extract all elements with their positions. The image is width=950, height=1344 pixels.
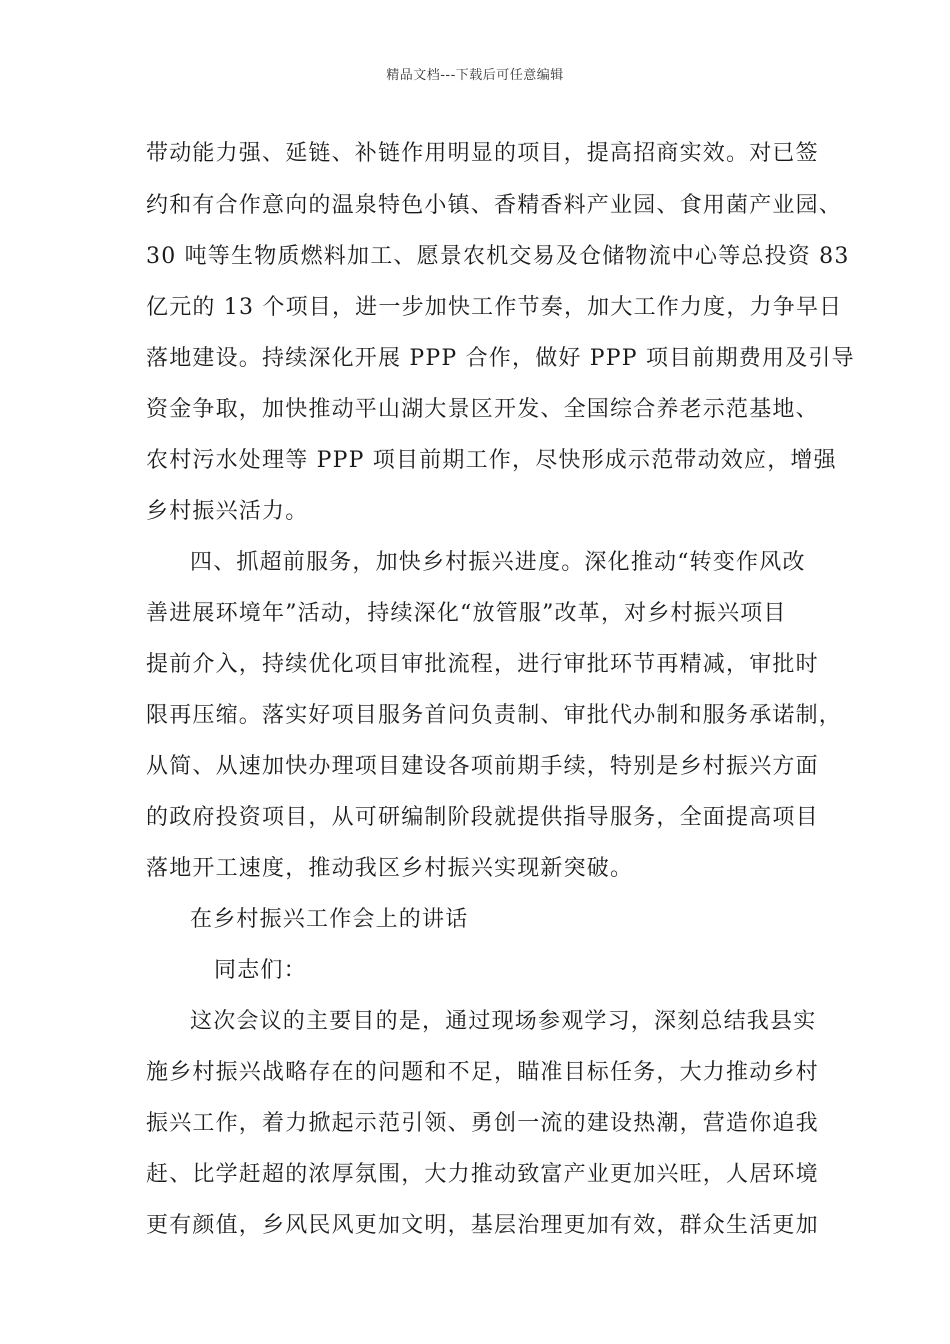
paragraph-line: 资金争取，加快推动平山湖大景区开发、全国综合养老示范基地、 bbox=[146, 397, 819, 422]
salutation: 同志们： bbox=[214, 958, 307, 983]
paragraph-line: 振兴工作，着力掀起示范引领、勇创一流的建设热潮，营造你追我 bbox=[146, 1111, 819, 1136]
paragraph-line: 乡村振兴活力。 bbox=[146, 499, 309, 524]
paragraph-line: 亿元的 13 个项目，进一步加快工作节奏，加大工作力度，力争早日 bbox=[146, 295, 843, 320]
paragraph-line: 提前介入，持续优化项目审批流程，进行审批环节再精减，审批时 bbox=[146, 652, 819, 677]
paragraph-line: 农村污水处理等 PPP 项目前期工作，尽快形成示范带动效应，增强 bbox=[146, 448, 837, 473]
paragraph-line: 30 吨等生物质燃料加工、愿景农机交易及仓储物流中心等总投资 83 bbox=[146, 244, 850, 269]
paragraph-line: 更有颜值，乡风民风更加文明，基层治理更加有效，群众生活更加 bbox=[146, 1213, 819, 1238]
paragraph-line: 带动能力强、延链、补链作用明显的项目，提高招商实效。对已签 bbox=[146, 141, 819, 166]
paragraph-line: 施乡村振兴战略存在的问题和不足，瞄准目标任务，大力推动乡村 bbox=[146, 1060, 819, 1085]
paragraph-line: 的政府投资项目，从可研编制阶段就提供指导服务，全面提高项目 bbox=[146, 805, 819, 830]
speech-title: 在乡村振兴工作会上的讲话 bbox=[190, 907, 469, 932]
page-header: 精品文档---下载后可任意编辑 bbox=[386, 68, 564, 83]
paragraph-line: 落地开工速度，推动我区乡村振兴实现新突破。 bbox=[146, 856, 634, 881]
paragraph-line: 赶、比学赶超的浓厚氛围，大力推动致富产业更加兴旺，人居环境 bbox=[146, 1162, 819, 1187]
paragraph-line: 从简、从速加快办理项目建设各项前期手续，特别是乡村振兴方面 bbox=[146, 754, 819, 779]
paragraph-line: 约和有合作意向的温泉特色小镇、香精香料产业园、食用菌产业园、 bbox=[146, 193, 843, 218]
paragraph-line: 限再压缩。落实好项目服务首问负责制、审批代办制和服务承诺制， bbox=[146, 703, 843, 728]
paragraph-line: 落地建设。持续深化开展 PPP 合作，做好 PPP 项目前期费用及引导 bbox=[146, 346, 855, 371]
paragraph-line: 善进展环境年”活动，持续深化“放管服”改革，对乡村振兴项目 bbox=[146, 601, 787, 626]
section-four-heading-line: 四、抓超前服务，加快乡村振兴进度。深化推动“转变作风改 bbox=[190, 550, 806, 575]
paragraph-line: 这次会议的主要目的是，通过现场参观学习，深刻总结我县实 bbox=[190, 1009, 817, 1034]
